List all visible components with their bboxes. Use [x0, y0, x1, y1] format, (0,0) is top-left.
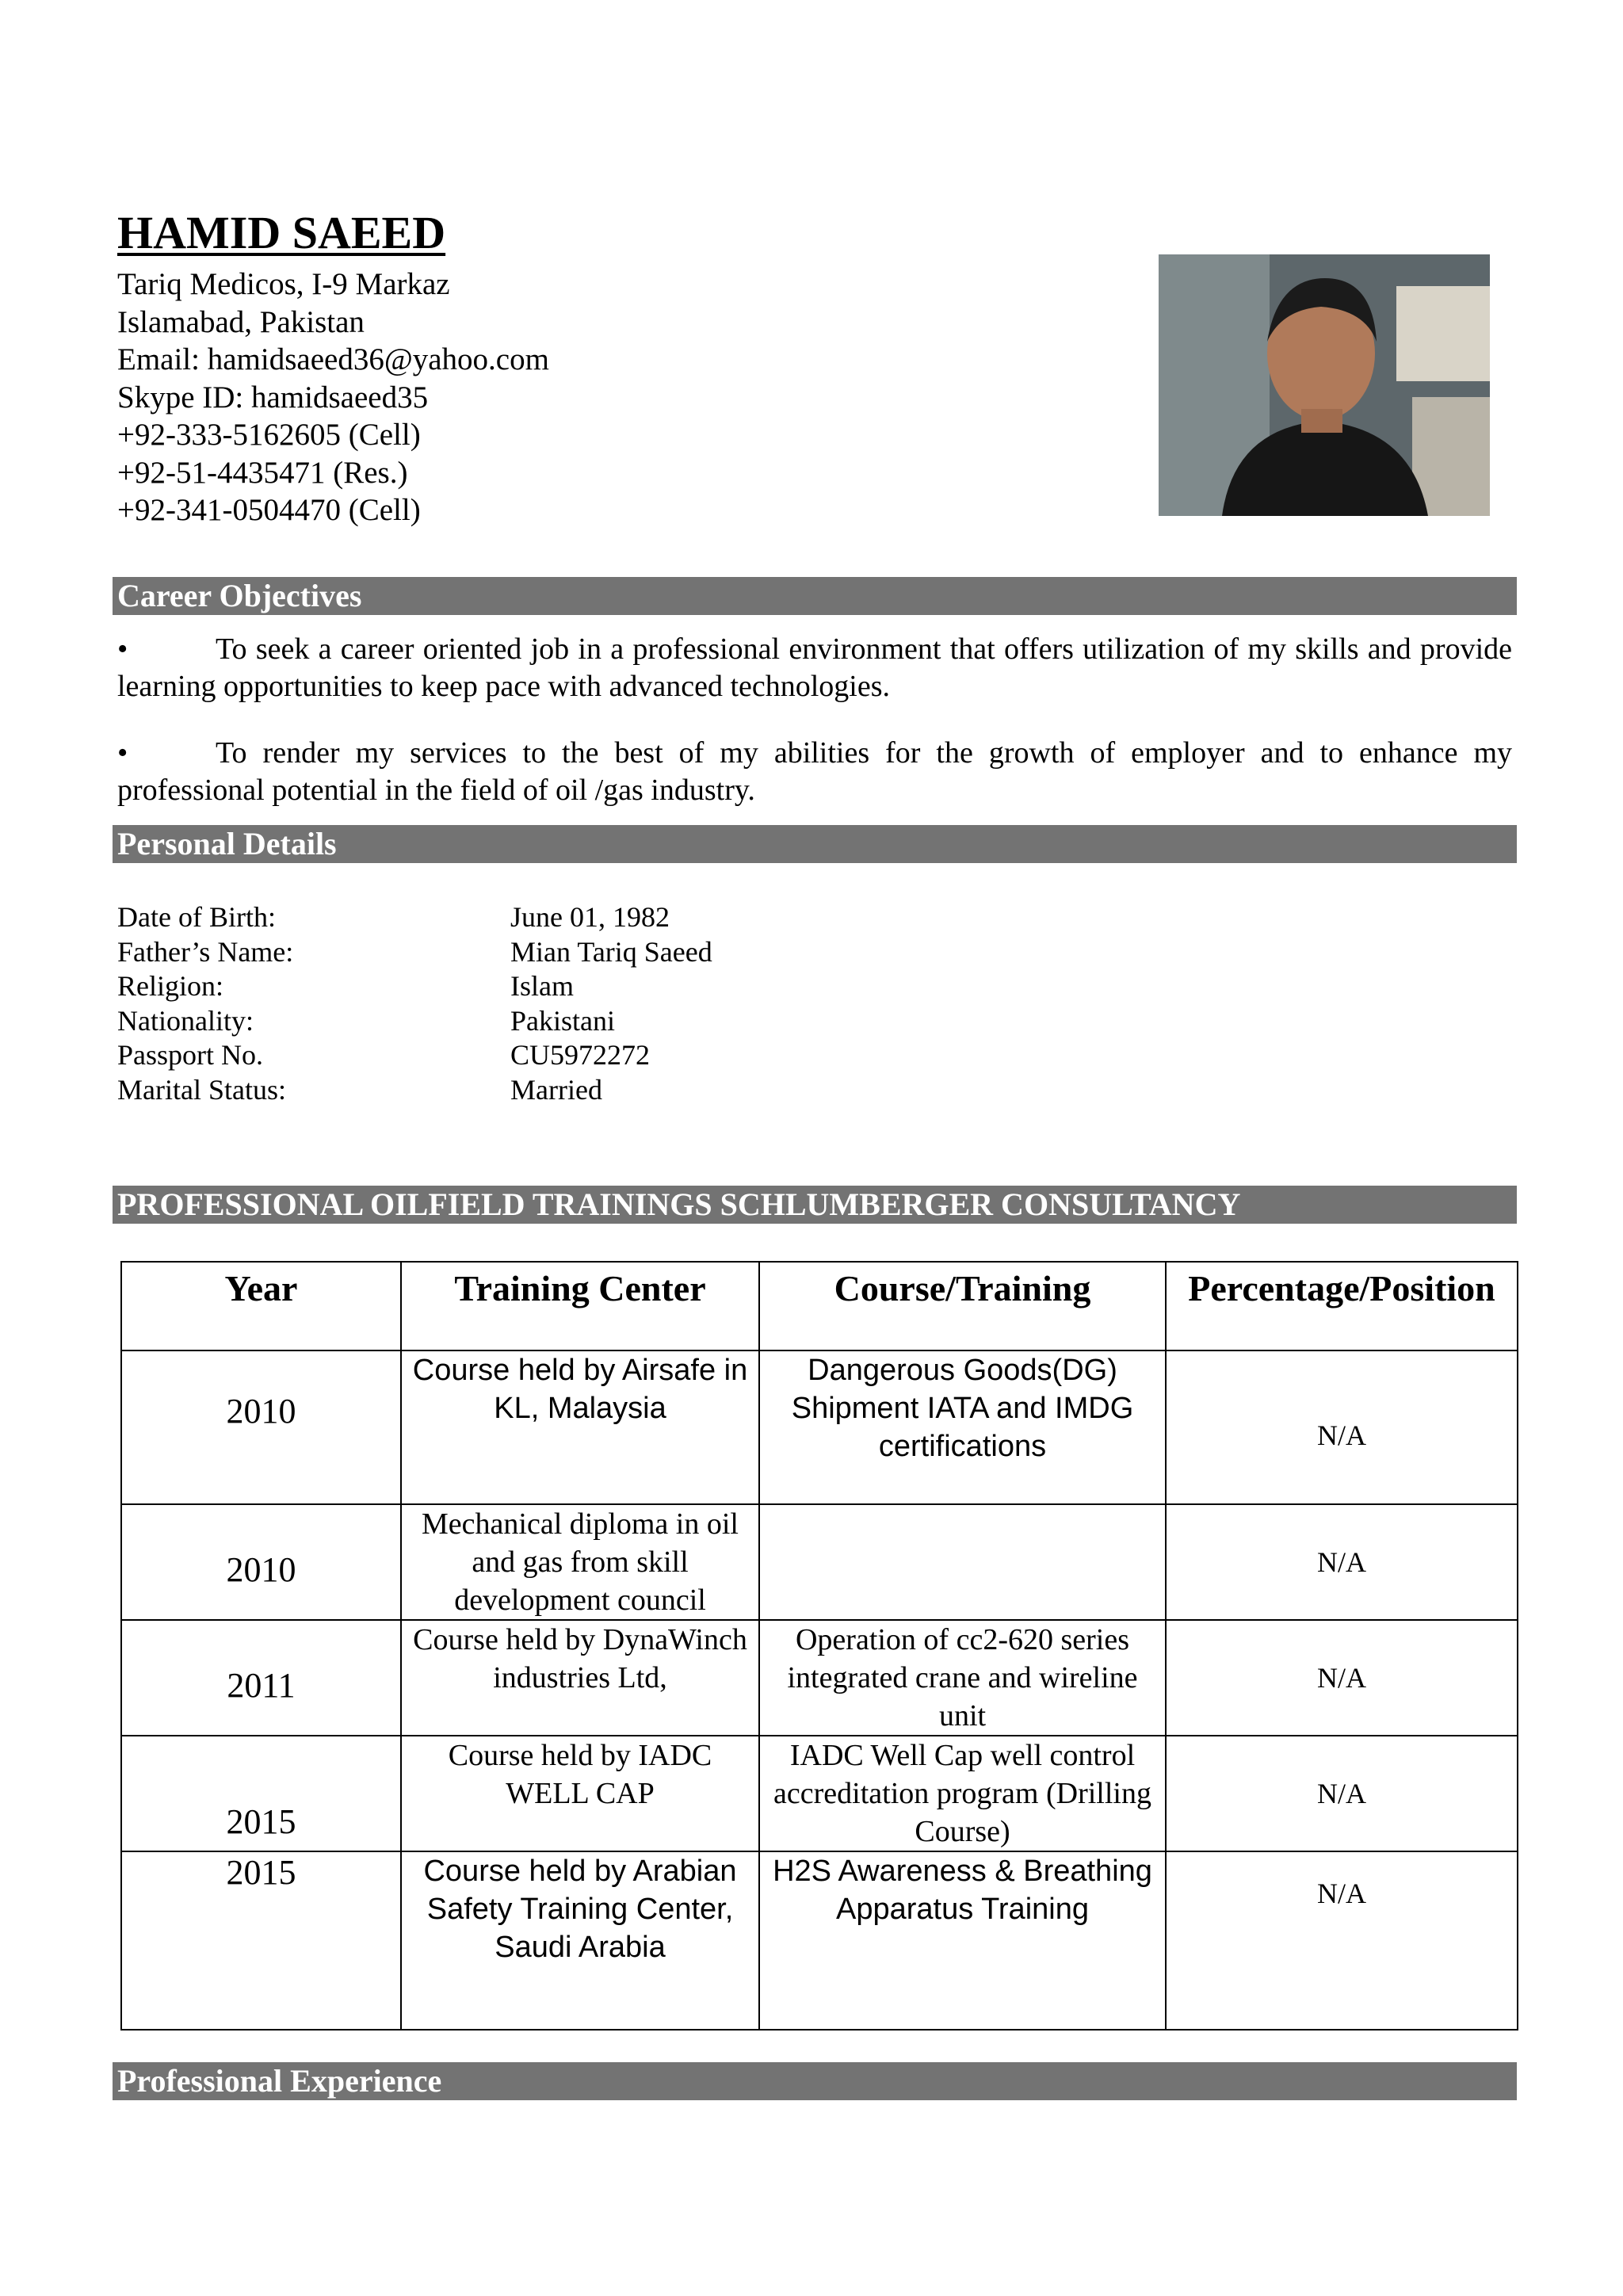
- profile-photo-placeholder: [1159, 254, 1490, 516]
- cell-result: N/A: [1166, 1620, 1518, 1736]
- cell-year: 2015: [121, 1851, 401, 2030]
- address-line-2: Islamabad, Pakistan: [117, 304, 365, 339]
- detail-value: Mian Tariq Saeed: [510, 935, 712, 968]
- cell-course: [759, 1504, 1166, 1620]
- cell-center: Course held by Airsafe in KL, Malaysia: [401, 1350, 759, 1504]
- cell-year: 2011: [121, 1620, 401, 1736]
- phone-res: +92-51-4435471 (Res.): [117, 455, 408, 490]
- cell-center: Course held by Arabian Safety Training Center, Saudi Arabia: [401, 1851, 759, 2030]
- col-header-course: Course/Training: [759, 1262, 1166, 1350]
- candidate-name: HAMID SAEED: [117, 207, 446, 258]
- table-row: [121, 1736, 1518, 1851]
- col-header-training-center: Training Center: [401, 1262, 759, 1350]
- bullet-icon: •: [117, 736, 128, 770]
- personal-details-list: [117, 900, 712, 1108]
- skype-line: Skype ID: hamidsaeed35: [117, 380, 429, 415]
- objective-item-1: [117, 631, 1512, 705]
- cell-result: N/A: [1166, 1736, 1518, 1851]
- detail-row: [117, 1004, 712, 1039]
- detail-label: Religion:: [117, 970, 223, 1003]
- section-professional-experience: Professional Experience: [113, 2062, 1517, 2100]
- profile-photo: [1159, 254, 1490, 516]
- detail-value: June 01, 1982: [510, 901, 670, 933]
- detail-row: [117, 969, 712, 1004]
- cell-result: N/A: [1166, 1504, 1518, 1620]
- contact-block: [117, 266, 549, 529]
- cell-year: 2010: [121, 1350, 401, 1504]
- cell-center: Course held by IADC WELL CAP: [401, 1736, 759, 1851]
- cell-year: 2015: [121, 1736, 401, 1851]
- detail-value: Married: [510, 1073, 602, 1106]
- table-row: [121, 1851, 1518, 2030]
- detail-label: Nationality:: [117, 1004, 254, 1037]
- trainings-table: [120, 1261, 1518, 2030]
- detail-label: Date of Birth:: [117, 901, 276, 933]
- section-career-objectives: Career Objectives: [113, 577, 1517, 615]
- bullet-icon: •: [117, 632, 128, 666]
- cell-center: Mechanical diploma in oil and gas from skill development council: [401, 1504, 759, 1620]
- col-header-year: Year: [121, 1262, 401, 1350]
- cell-result: N/A: [1166, 1350, 1518, 1504]
- detail-label: Marital Status:: [117, 1073, 286, 1106]
- detail-value: Pakistani: [510, 1004, 615, 1037]
- objective-text-2: To render my services to the best of my abilities for the growth of employer and to enhance my professional potential in the field of oil /gas industry.: [117, 736, 1512, 807]
- objective-item-2: [117, 735, 1512, 809]
- detail-row: [117, 900, 712, 935]
- section-personal-details: Personal Details: [113, 825, 1517, 863]
- detail-row: [117, 1073, 712, 1108]
- table-row: [121, 1504, 1518, 1620]
- detail-label: Father’s Name:: [117, 935, 294, 968]
- phone-cell-1: +92-333-5162605 (Cell): [117, 418, 421, 452]
- cell-year: 2010: [121, 1504, 401, 1620]
- cell-course: Operation of cc2-620 series integrated crane and wireline unit: [759, 1620, 1166, 1736]
- col-header-percentage: Percentage/Position: [1166, 1262, 1518, 1350]
- detail-row: [117, 1038, 712, 1073]
- email-line: Email: hamidsaeed36@yahoo.com: [117, 342, 549, 376]
- address-line-1: Tariq Medicos, I-9 Markaz: [117, 267, 450, 301]
- cell-course: IADC Well Cap well control accreditation program (Drilling Course): [759, 1736, 1166, 1851]
- cell-course: Dangerous Goods(DG) Shipment IATA and IMDG certifications: [759, 1350, 1166, 1504]
- detail-value: Islam: [510, 970, 574, 1003]
- table-row: [121, 1620, 1518, 1736]
- cell-center: Course held by DynaWinch industries Ltd,: [401, 1620, 759, 1736]
- section-trainings: PROFESSIONAL OILFIELD TRAININGS SCHLUMBERGER CONSULTANCY: [113, 1186, 1517, 1224]
- detail-row: [117, 935, 712, 970]
- detail-value: CU5972272: [510, 1039, 651, 1072]
- detail-label: Passport No.: [117, 1039, 264, 1072]
- cell-result: N/A: [1166, 1851, 1518, 2030]
- phone-cell-2: +92-341-0504470 (Cell): [117, 493, 421, 527]
- table-row: [121, 1350, 1518, 1504]
- cell-course: H2S Awareness & Breathing Apparatus Training: [759, 1851, 1166, 2030]
- objective-text-1: To seek a career oriented job in a professional environment that offers utilization of my skills and provide learning opportunities to keep pace with advanced technologies.: [117, 632, 1512, 703]
- table-header-row: [121, 1262, 1518, 1350]
